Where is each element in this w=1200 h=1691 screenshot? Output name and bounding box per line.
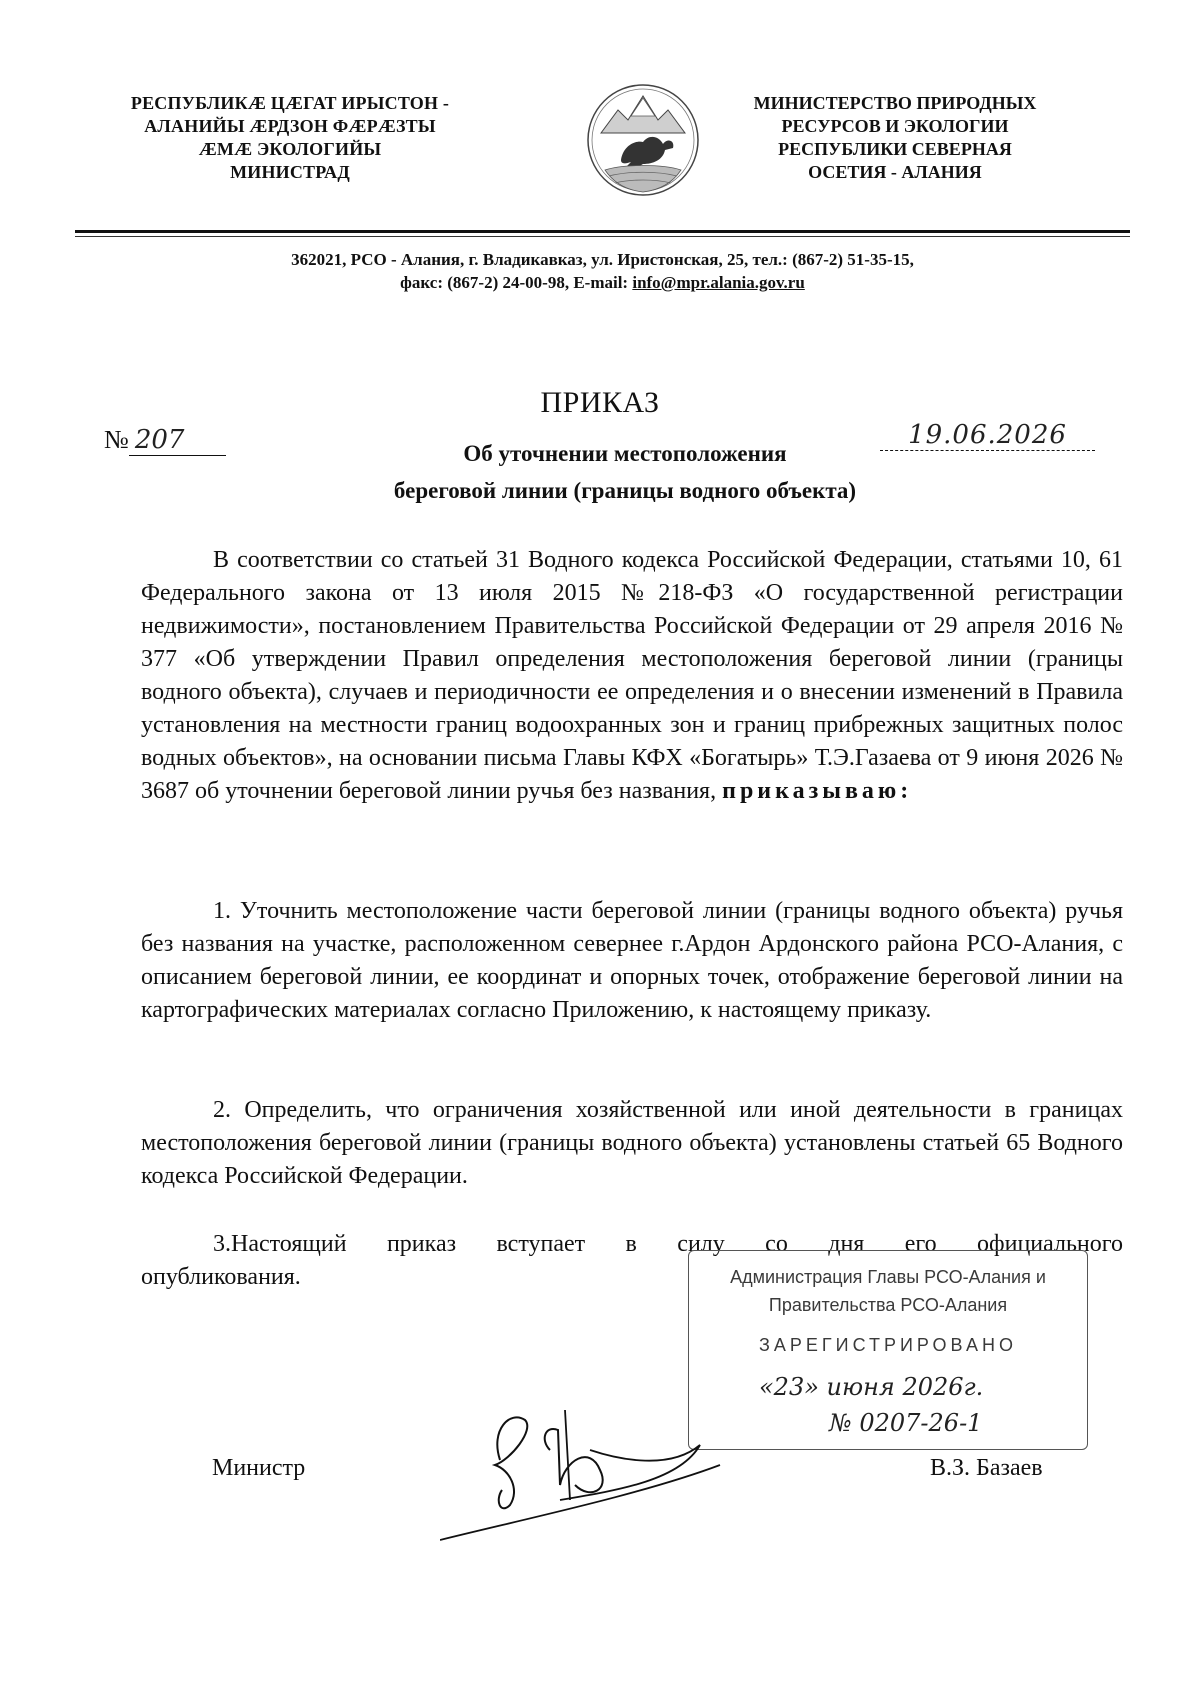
header-left-line: РЕСПУБЛИКӔ ЦӔГАТ ИРЫСТОН - [130,93,450,113]
paragraph-item-1 [141,895,1123,1027]
preamble-text: В соответствии со статьей 31 Водного кодекса Российской Федерации, статьями 10, 61 Федерального закона от 13 июля 2015 №218-ФЗ «О государственной регистрации недвижимости», постановлением Правительства Российской Федерации от 29 апреля 2016 № 377 «Об утверждении Правил определения местоположения береговой линии (границы водного объекта), случаев и периодичности ее определения и о внесении изменений в Правила установления на местности границ водоохранных зон и границ прибрежных защитных полос водных объектов», на основании письма Главы КФХ «Богатырь» Т.Э.Газаева от 9 июня 2026 № 3687 об уточнении береговой линии ручья без названия, [141,547,1123,804]
subject-line: береговой линии (границы водного объекта) [393,478,857,503]
paragraph-preamble [141,544,1123,808]
coat-of-arms-icon [583,78,703,203]
stamp-date: «23» июня 2026г. [759,1373,984,1401]
document-title: ПРИКАЗ [540,386,660,419]
stamp-authority: Администрация Главы РСО-Алания и [730,1267,1046,1287]
order-number [104,425,226,456]
header-left-block [100,92,480,184]
header-left-line: АЛАНИЙЫ ӔРДЗОН ФӔРӔЗТЫ [144,116,436,136]
signature-icon [440,1390,780,1555]
item-1-text: 1. Уточнить местоположение части береговой линии (границы водного объекта) ручья без названия на участке, расположенном севернее г.Ардон Ардонского района РСО-Алания, с описанием береговой линии, ее координат и опорных точек, отображение береговой линии на картографических материалах согласно Приложению, к настоящему приказу. [141,898,1123,1023]
signer-name: В.З. Базаев [930,1455,1043,1481]
header-divider-thin [75,236,1130,237]
header-right-line: РЕСУРСОВ И ЭКОЛОГИИ [781,116,1009,136]
address-line: 362021, РСО - Алания, г. Владикавказ, ул. Иристонская, 25, тел.: (867-2) 51-35-15, [291,250,914,269]
item-2-text: 2. Определить, что ограничения хозяйственной или иной деятельности в границах местоположения береговой линии (границы водного объекта) установлены статьей 65 Водного кодекса Российской Федерации. [141,1097,1123,1189]
header-divider [75,230,1130,233]
email-link[interactable]: info@mpr.alania.gov.ru [632,273,805,292]
header-right-line: ОСЕТИЯ - АЛАНИЯ [808,162,982,182]
item-3-text: 3.Настоящий приказ вступает в силу со дня его официального [213,1231,1123,1257]
header-right-block [700,92,1090,184]
paragraph-item-2 [141,1094,1123,1193]
document-subject [300,435,950,509]
fax-label: факс: (867-2) 24-00-98, E-mail: [400,273,633,292]
contact-address [80,248,1125,294]
stamp-authority-2: Правительства РСО-Алания [768,1295,1008,1315]
subject-line: Об уточнении местоположения [463,441,787,466]
stamp-number: № 0207-26-1 [829,1409,983,1437]
stamp-registered-label: ЗАРЕГИСТРИРОВАНО [759,1335,1017,1355]
header-left-line: МИНИСТРАД [230,162,350,182]
order-number-handwritten: 207 [129,425,226,456]
order-date-handwritten: 19.06.2026 [880,420,1095,451]
order-directive: приказываю: [722,778,913,804]
address-line-2 [80,271,1125,294]
header-left-line: ӔМӔ ЭКОЛОГИЙЫ [198,139,382,159]
signer-title: Министр [212,1455,306,1481]
item-3-continuation: опубликования. [141,1264,301,1290]
number-sign: № [104,425,129,454]
header-right-line: РЕСПУБЛИКИ СЕВЕРНАЯ [778,139,1012,159]
header-right-line: МИНИСТЕРСТВО ПРИРОДНЫХ [753,93,1037,113]
